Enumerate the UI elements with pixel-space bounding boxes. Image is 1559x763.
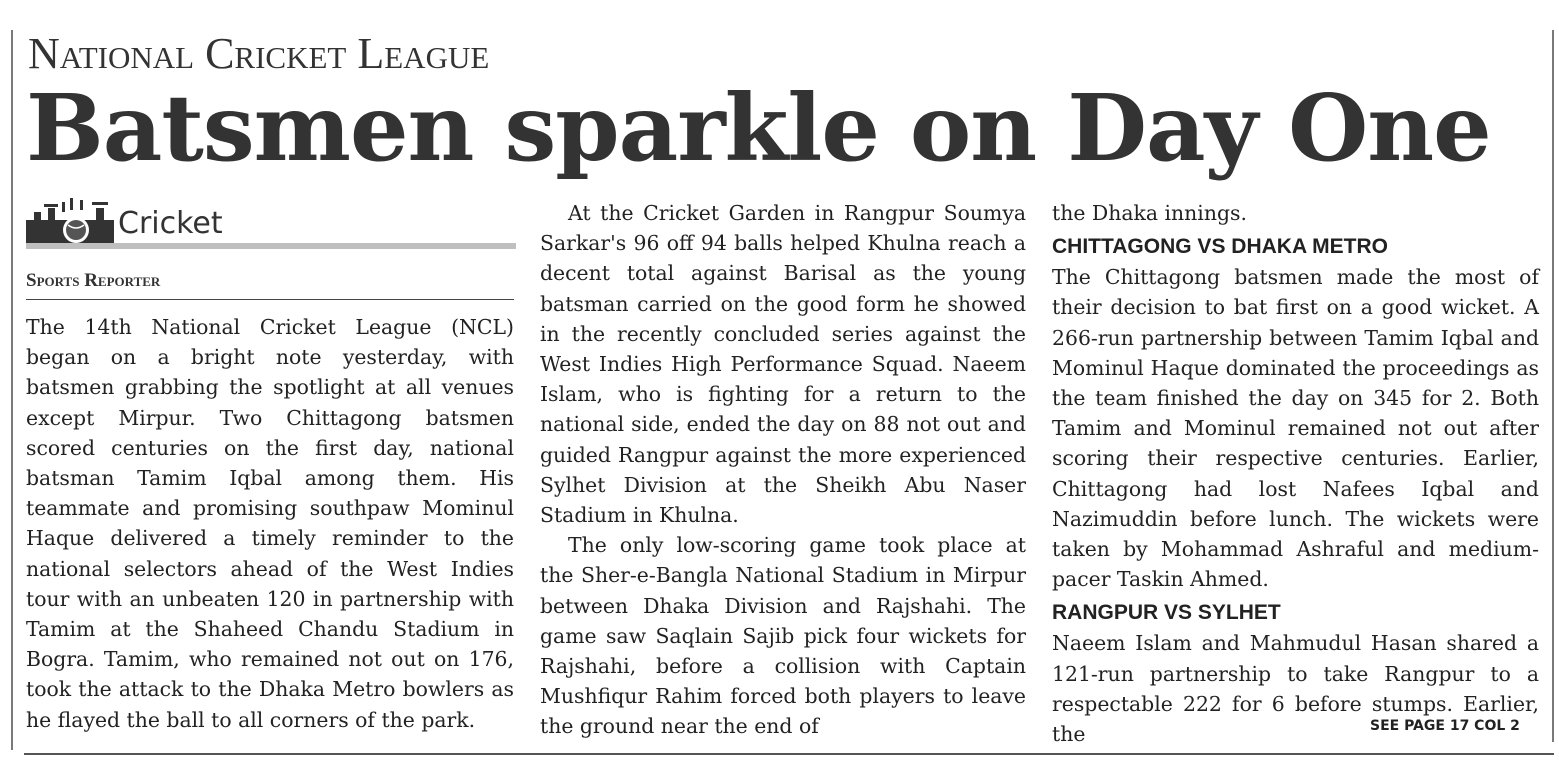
kicker-heading: National Cricket League	[28, 29, 490, 78]
byline-rule	[26, 299, 514, 300]
section-logo-label: Cricket	[118, 206, 223, 241]
article-paragraph: At the Cricket Garden in Rangpur Soumya Sarkar's 96 off 94 balls helped Khulna reach a decent total against Barisal as the young batsman carried on the good form he showed in the recently concluded series against the West Indies High Performance Squad. Naeem Islam, who is fighting for a return to the national side, ended the day on 88 not out and guided Rangpur against the more experienced Sylhet Division at the Sheikh Abu Naser Stadium in Khulna.	[540, 201, 1026, 528]
cricket-stumps-ball-icon	[26, 198, 114, 244]
headline: Batsmen sparkle on Day One	[26, 74, 1491, 182]
article-paragraph: The Chittagong batsmen made the most of their decision to bat first on a good wicket. A 266-run partnership between Tamim Iqbal and Mominul Haque dominated the proceedings as the team finished the day on 345 for 2. Both Tamim and Mominul remained not out after scoring their respective centuries. Earlier, Chittagong had lost Nafees Iqbal and Nazimuddin before lunch. The wickets were taken by Mohammad Ashraful and medium-pacer Taskin Ahmed.	[1052, 265, 1539, 592]
jump-line: SEE PAGE 17 COL 2	[1370, 718, 1520, 734]
section-logo-underline	[26, 243, 516, 249]
article-column-3	[1052, 198, 1539, 749]
continued-text: the Dhaka innings.	[1052, 201, 1247, 225]
section-logo	[26, 198, 516, 250]
left-border-rule	[11, 30, 13, 750]
article-paragraph: The 14th National Cricket League (NCL) began on a bright note yesterday, with batsmen grabbing the spotlight at all venues except Mirpur. Two Chittagong batsmen scored centuries on the first day, national batsman Tamim Iqbal among them. His teammate and promising southpaw Mominul Haque delivered a timely reminder to the national selectors ahead of the West Indies tour with an unbeaten 120 in partnership with Tamim at the Shaheed Chandu Stadium in Bogra. Tamim, who remained not out on 176, took the attack to the Dhaka Metro bowlers as he flayed the ball to all corners of the park.	[26, 315, 514, 732]
subhead-rangpur-vs-sylhet: RANGPUR VS SYLHET	[1052, 601, 1281, 625]
byline: Sports Reporter	[26, 270, 161, 291]
article-column-1	[26, 312, 514, 735]
right-border-rule	[1552, 30, 1554, 742]
subhead-chittagong-vs-dhaka-metro: CHITTAGONG VS DHAKA METRO	[1052, 235, 1388, 259]
bottom-border-rule	[24, 753, 1554, 755]
article-paragraph: The only low-scoring game took place at the Sher-e-Bangla National Stadium in Mirpur between Dhaka Division and Rajshahi. The game saw Saqlain Sajib pick four wickets for Rajshahi, before a collision with Captain Mushfiqur Rahim forced both players to leave the ground near the end of	[540, 533, 1026, 739]
article-column-2	[540, 198, 1026, 742]
article-paragraph: Naeem Islam and Mahmudul Hasan shared a 121-run partnership to take Rangpur to a respectable 222 for 6 before stumps. Earlier, the	[1052, 631, 1539, 747]
